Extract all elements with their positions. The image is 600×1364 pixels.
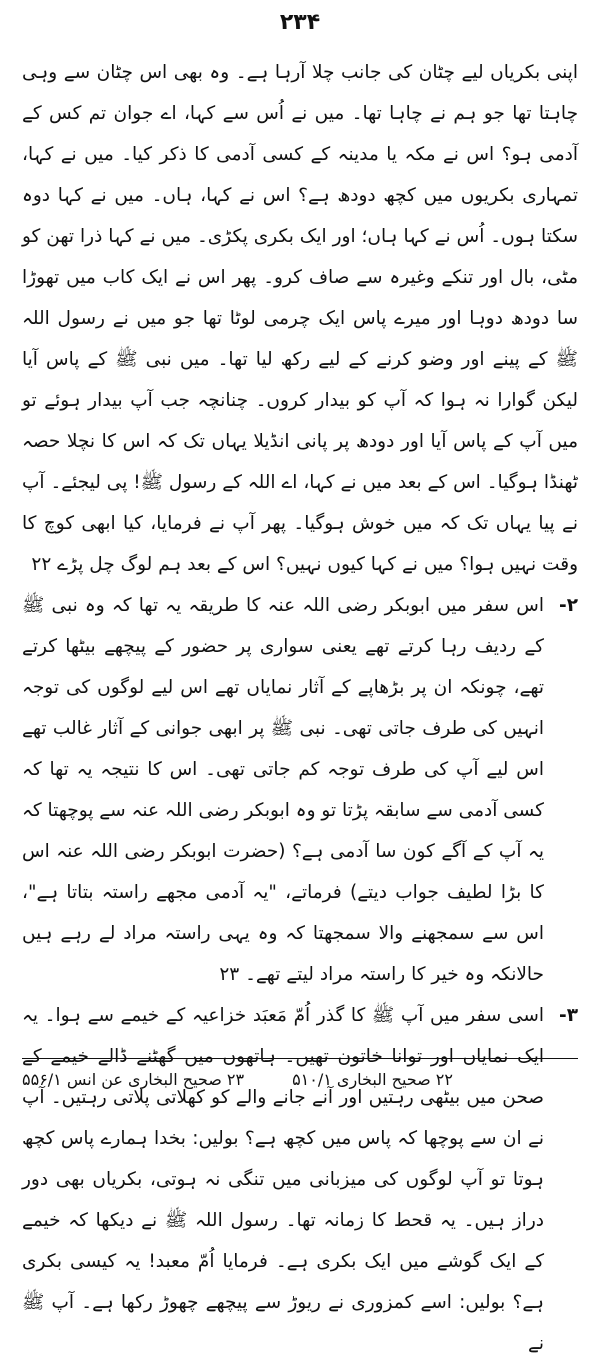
item-number: ۲-: [559, 595, 578, 616]
paragraph: اپنی بکریاں لیے چٹان کی جانب چلا آرہا ہے۔ وہ بھی اس چٹان سے وہی چاہتا تھا جو ہم نے چاہا تھا۔ میں نے اُس سے کہا، اے جوان تم کس کے آدمی ہو؟ اس نے مکہ یا مدینہ کے کسی آدمی کا ذکر کیا۔ میں نے کہا، تمہاری بکریوں میں کچھ دودھ ہے؟ اس نے کہا، ہاں۔ میں نے کہا دوہ سکتا ہوں۔ اُس نے کہا ہاں؛ اور ایک بکری پکڑی۔ میں نے کہا ذرا تھن کو مٹی، بال اور تنکے وغیرہ سے صاف کرو۔ پھر اس نے ایک کاب میں تھوڑا سا دودھ دوہا اور میرے پاس ایک چرمی لوٹا تھا جو میں نے رسول اللہ ﷺ کے پینے اور وضو کرنے کے لیے رکھ لیا تھا۔ میں نبی ﷺ کے پاس آیا لیکن گوارا نہ ہوا کہ آپ کو بیدار کروں۔ چنانچہ جب آپ بیدار ہوئے تو میں آپ کے پاس آیا اور دودھ پر پانی انڈیلا یہاں تک کہ اس کا نچلا حصہ ٹھنڈا ہوگیا۔ اس کے بعد میں نے کہا، اے اللہ کے رسول ﷺ! پی لیجئے۔ آپ نے پیا یہاں تک کہ میں خوش ہوگیا۔ پھر آپ نے فرمایا، کیا ابھی کوچ کا وقت نہیں ہوا؟ میں نے کہا کیوں نہیں؟ اس کے بعد ہم لوگ چل پڑے ۲۲: [22, 62, 578, 575]
item-text: اسی سفر میں آپ ﷺ کا گذر اُمّ مَعبَد خزاعیہ کے خیمے سے ہوا۔ یہ ایک نمایاں اور توانا خاتون تھیں۔ ہاتھوں میں گھٹنے ڈالے خیمے کے صحن میں بیٹھی رہتیں اور آنے جانے والے کو کھلاتی پلاتی رہتیں۔ آپ نے ان سے پوچھا کہ پاس میں کچھ ہے؟ بولیں: بخدا ہمارے پاس کچھ ہوتا تو آپ لوگوں کی میزبانی میں تنگی نہ ہوتی، بکریاں بھی دور دراز ہیں۔ یہ قحط کا زمانہ تھا۔ رسول اللہ ﷺ نے دیکھا کہ خیمے کے ایک گوشے میں ایک بکری ہے۔ فرمایا اُمّ معبد! یہ کیسی بکری ہے؟ بولیں: اسے کمزوری نے ریوڑ سے پیچھے چھوڑ رکھا ہے۔ آپ ﷺ نے: [22, 1005, 544, 1354]
item-number: ۳-: [559, 1005, 578, 1026]
numbered-item: [22, 585, 578, 995]
item-text: اس سفر میں ابوبکر رضی اللہ عنہ کا طریقہ یہ تھا کہ وہ نبی ﷺ کے ردیف رہا کرتے تھے یعنی سواری پر حضور کے پیچھے بیٹھا کرتے تھے، چونکہ ان پر بڑھاپے کے آثار نمایاں تھے اس لیے لوگوں کی توجہ انہیں کی طرف جاتی تھی۔ نبی ﷺ پر ابھی جوانی کے آثار غالب تھے اس لیے آپ کی طرف توجہ کم جاتی تھی۔ اس کا نتیجہ یہ تھا کہ کسی آدمی سے سابقہ پڑتا تو وہ ابوبکر رضی اللہ عنہ سے پوچھتا کہ یہ آپ کے آگے کون سا آدمی ہے؟ (حضرت ابوبکر رضی اللہ عنہ اس کا بڑا لطیف جواب دیتے) فرماتے، "یہ آدمی مجھے راستہ بتاتا ہے"، اس سے سمجھنے والا سمجھتا کہ وہ یہی راستہ مراد لے رہے ہیں حالانکہ وہ خیر کا راستہ مراد لیتے تھے۔ ۲۳: [22, 595, 544, 985]
footnote-divider: [22, 1058, 578, 1059]
page-number: ۲۳۴: [279, 10, 321, 35]
footnotes: [22, 1064, 578, 1096]
footnote: ۲۲ صحیح البخاری ۵۱۰/۱: [292, 1070, 453, 1089]
footnote: ۲۳ صحیح البخاری عن انس ۵۵۶/۱: [22, 1070, 245, 1089]
numbered-item: [22, 995, 578, 1364]
